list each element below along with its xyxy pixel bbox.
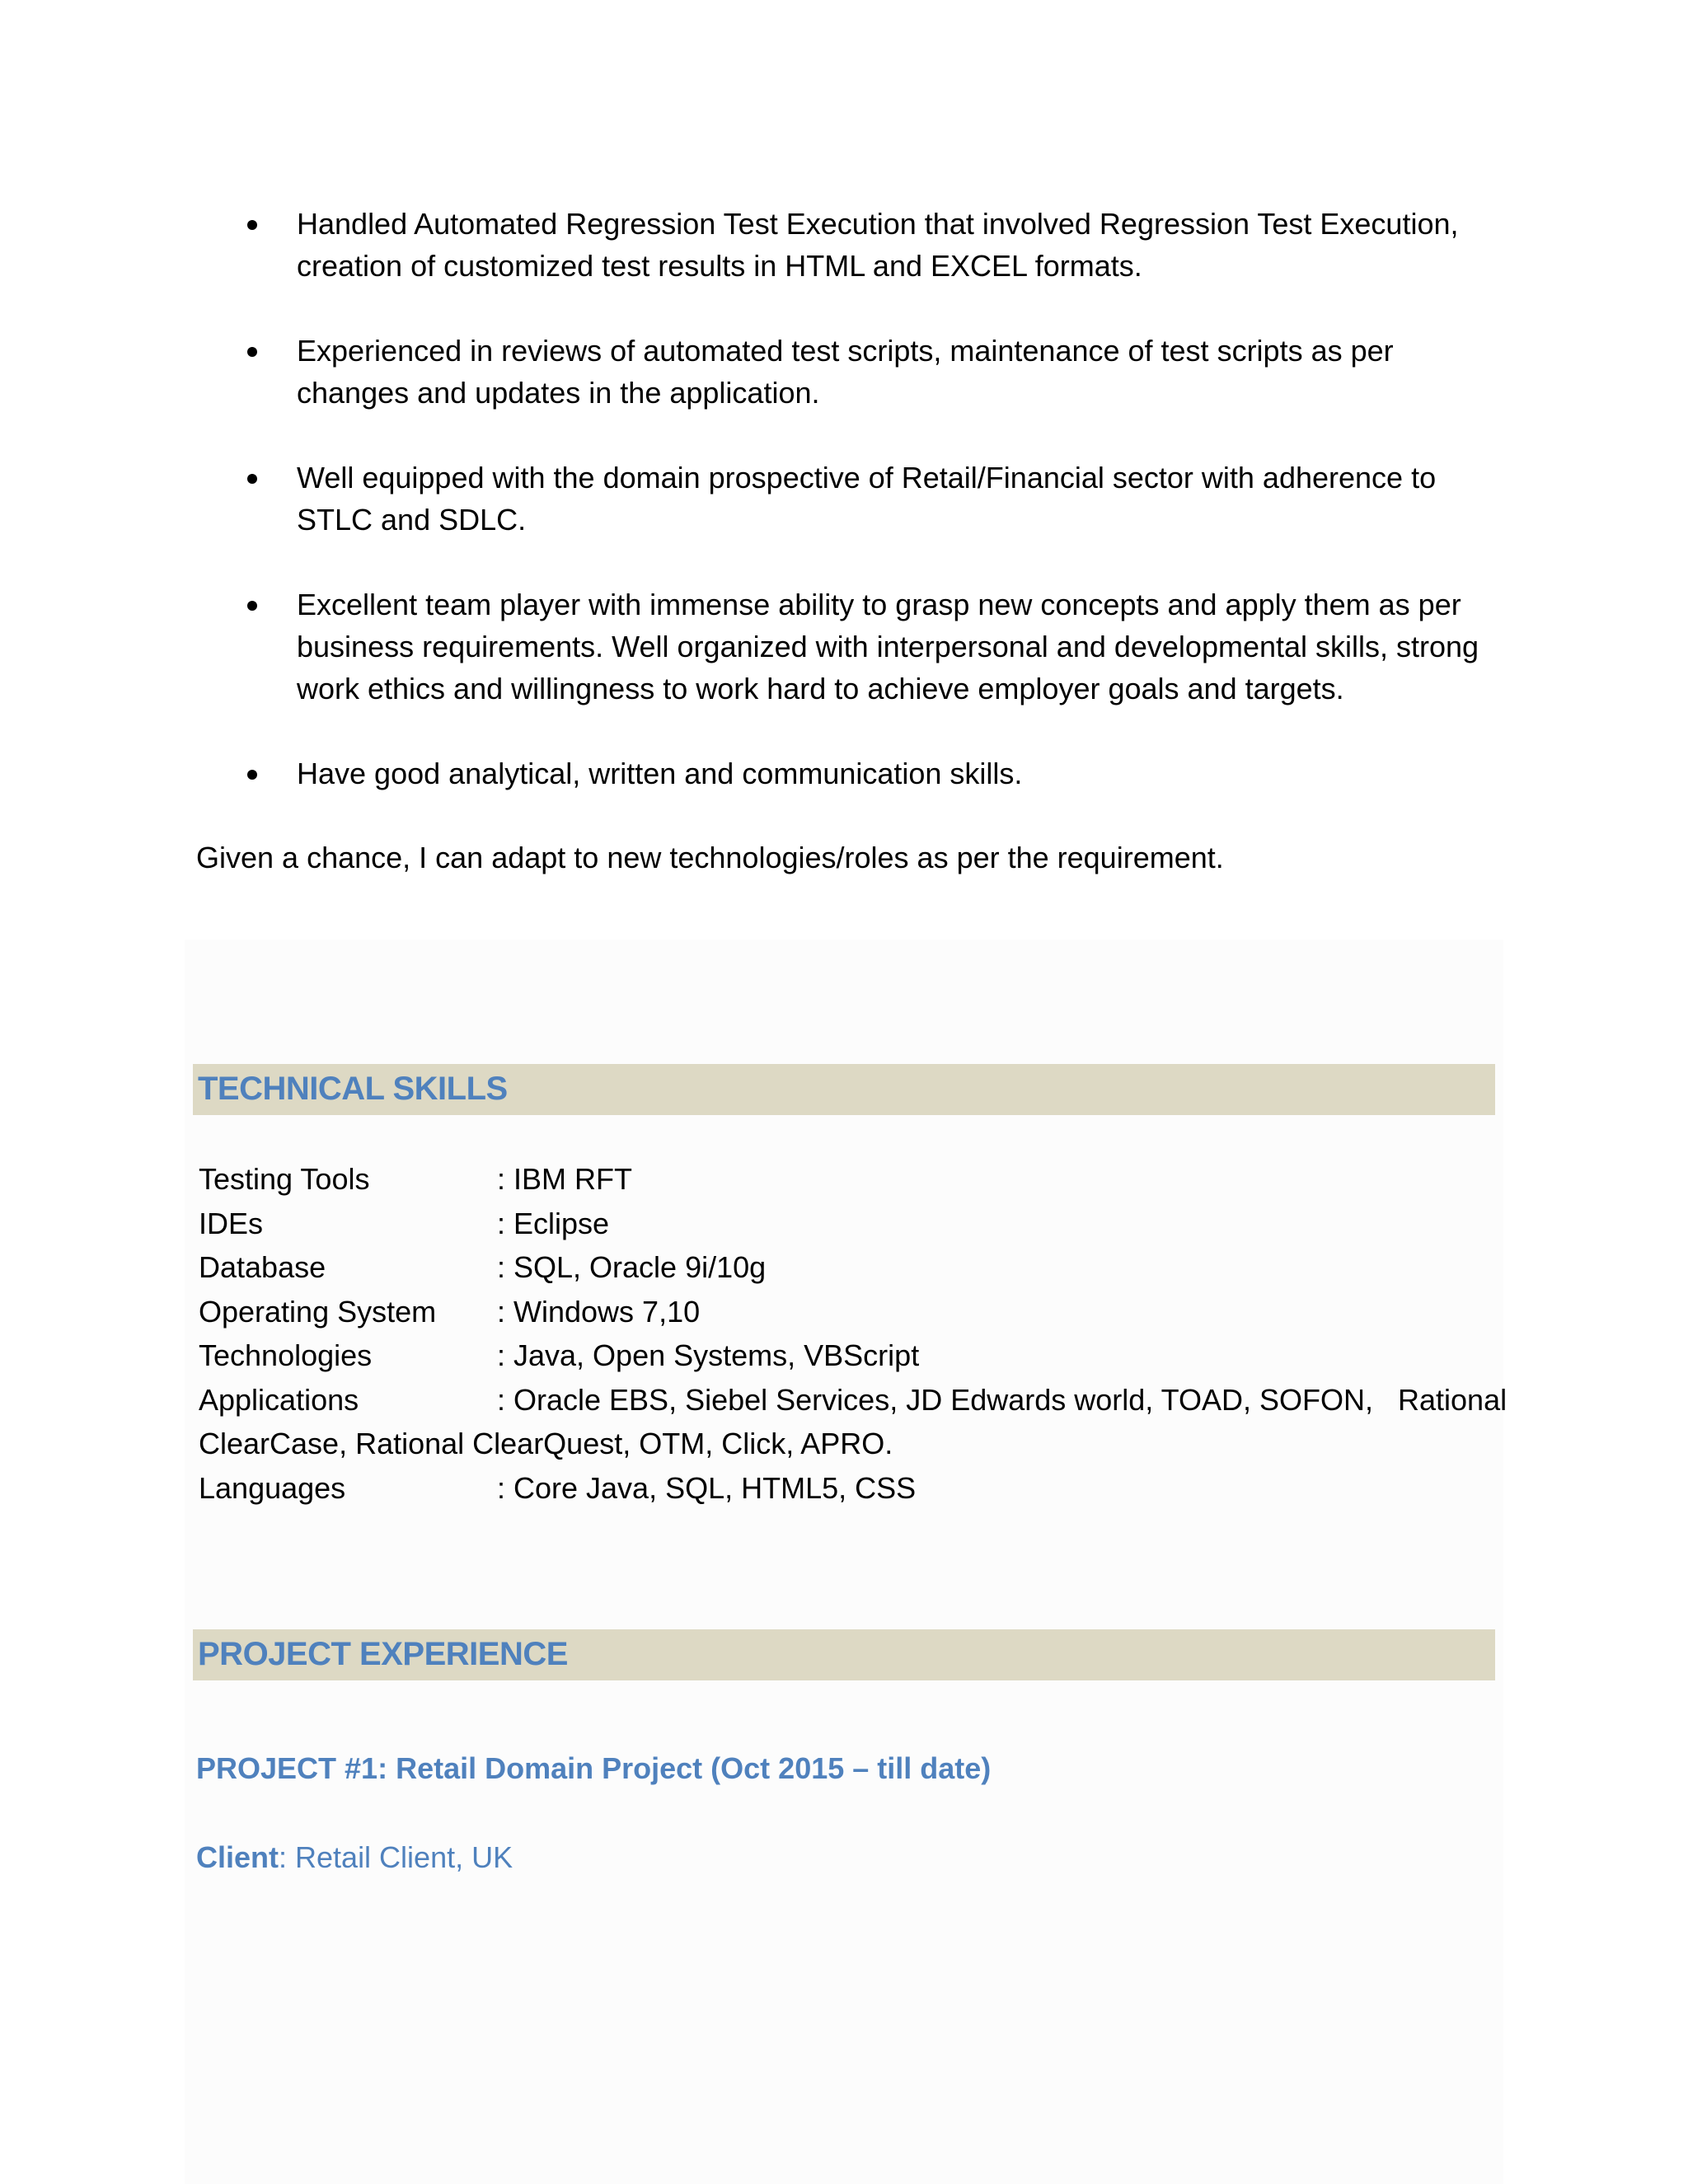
- skill-value-continuation: ClearCase, Rational ClearQuest, OTM, Click, APRO.: [199, 1427, 893, 1460]
- bullet-icon: [247, 220, 257, 230]
- summary-bullet-text: Experienced in reviews of automated test scripts, maintenance of test scripts as per changes and updates in the application.: [297, 334, 1394, 410]
- project-experience-heading: PROJECT EXPERIENCE: [198, 1636, 568, 1672]
- skill-row-operating-system: [199, 1290, 1501, 1334]
- skill-label: IDEs: [199, 1206, 264, 1240]
- skill-row-languages: [199, 1466, 1501, 1511]
- summary-bullet-text: Handled Automated Regression Test Execution that involved Regression Test Execution, creation of customized test results in HTML and EXCEL formats.: [297, 207, 1459, 283]
- bullet-icon: [247, 474, 257, 484]
- skill-value: : Java, Open Systems, VBScript: [497, 1338, 920, 1372]
- skill-value: : IBM RFT: [497, 1162, 632, 1196]
- skill-row-testing-tools: [199, 1157, 1501, 1202]
- skill-row-technologies: [199, 1333, 1501, 1378]
- skill-label: Languages: [199, 1470, 346, 1505]
- skill-value: : SQL, Oracle 9i/10g: [497, 1250, 767, 1284]
- skill-value: : Core Java, SQL, HTML5, CSS: [497, 1470, 917, 1505]
- summary-bullet-text: Excellent team player with immense ability to grasp new concepts and apply them as per business requirements. Well organized with interpersonal and developmental skills, strong work ethics and willingness to work hard to achieve employer goals and targets.: [297, 588, 1479, 705]
- bullet-icon: [247, 347, 257, 357]
- skill-row-ides: [199, 1202, 1501, 1246]
- project-client: [196, 1840, 513, 1875]
- bullet-icon: [247, 601, 257, 611]
- skill-value: : Eclipse: [497, 1206, 610, 1240]
- skill-label: Database: [199, 1250, 326, 1284]
- client-value: : Retail Client, UK: [279, 1840, 513, 1874]
- summary-bullet-item: [239, 457, 1508, 541]
- summary-bullet-text: Well equipped with the domain prospective of Retail/Financial sector with adherence to STLC and SDLC.: [297, 461, 1437, 537]
- closing-statement: Given a chance, I can adapt to new technologies/roles as per the requirement.: [196, 841, 1224, 874]
- bullet-icon: [247, 770, 257, 780]
- technical-skills-header: [193, 1064, 1495, 1115]
- project-experience-header: [193, 1629, 1495, 1680]
- summary-bullet-item: [239, 330, 1508, 414]
- skill-label: Applications: [199, 1382, 359, 1417]
- skill-row-applications: [199, 1378, 1507, 1422]
- client-label: Client: [196, 1840, 279, 1874]
- skill-row-database: [199, 1245, 1501, 1290]
- project-title: PROJECT #1: Retail Domain Project (Oct 2015 – till date): [196, 1751, 992, 1785]
- summary-bullet-text: Have good analytical, written and communication skills.: [297, 757, 1023, 790]
- skill-value: : Oracle EBS, Siebel Services, JD Edwards world, TOAD, SOFON, Rational: [497, 1382, 1507, 1417]
- summary-bullet-item: [239, 752, 1508, 794]
- skill-label: Operating System: [199, 1294, 437, 1329]
- technical-skills-list: [199, 1157, 1507, 1510]
- summary-bullet-item: [239, 203, 1508, 287]
- skill-label: Testing Tools: [199, 1162, 370, 1196]
- page-background-shade: [185, 940, 1503, 2184]
- skill-label: Technologies: [199, 1338, 373, 1372]
- summary-bullet-item: [239, 583, 1508, 710]
- technical-skills-heading: TECHNICAL SKILLS: [198, 1071, 508, 1107]
- summary-bullet-list: [239, 203, 1508, 837]
- skill-value: : Windows 7,10: [497, 1294, 701, 1329]
